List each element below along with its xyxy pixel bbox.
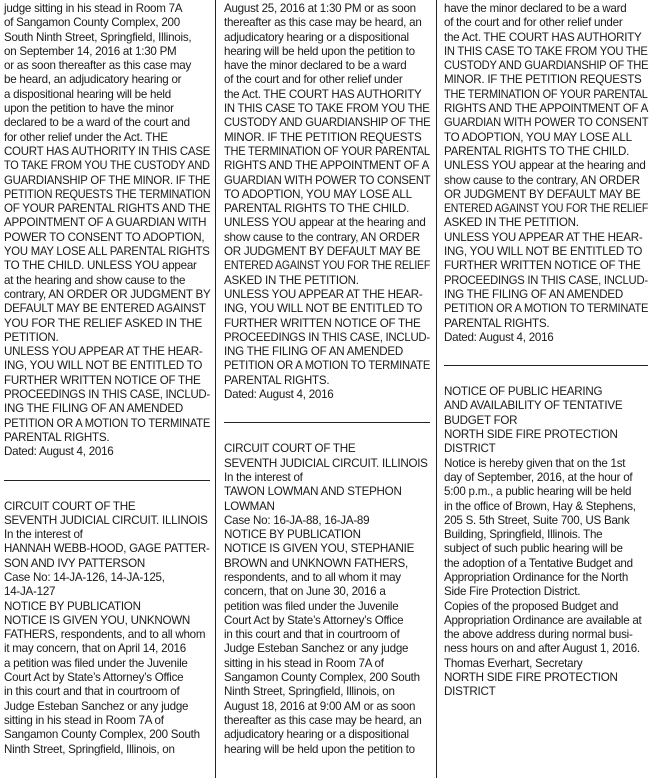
text-line: Judge Esteban Sanchez or any judge [224,642,409,656]
text-line: for other relief under the Act. THE [4,130,168,144]
text-line: 205 S. 5th Street, Suite 700, US Bank [444,513,630,527]
text-line: IN THIS CASE TO TAKE FROM YOU THE [444,44,648,58]
text-line: Judge Esteban Sanchez or any judge [4,699,189,713]
text-line: PROCEEDINGS IN THIS CASE, INCLUD- [444,273,648,287]
text-line: hearing will be held upon the petition to [224,44,415,58]
column-divider-2 [436,0,437,778]
text-line: the above address during normal busi- [444,628,633,642]
text-line: TO TAKE FROM YOU THE CUSTODY AND [4,159,210,173]
text-line: judge sitting in his stead in Room 7A [4,2,183,15]
text-line: respondents, and to all whom it may [224,570,401,584]
text-line: THE TERMINATION OF YOUR PARENTAL [444,87,648,101]
text-line: upon the petition to have the minor [4,102,174,116]
text-line: GUARDIANSHIP OF THE MINOR. IF THE [4,173,211,187]
text-line: APPOINTMENT OF A GUARDIAN WITH [4,216,207,230]
text-line: In the interest of [4,528,83,542]
text-line: THE TERMINATION OF YOUR PARENTAL [224,144,430,158]
text-line: GUARDIAN WITH POWER TO CONSENT [444,116,649,130]
text-line: ASKED IN THE PETITION. [224,273,359,287]
text-line: be heard, an adjudicatory hearing or [4,73,182,87]
column-2 [224,2,430,757]
text-line: ENTERED AGAINST YOU FOR THE RELIEF [444,202,649,216]
text-line: show cause to the contrary, AN ORDER [224,230,420,244]
text-line: hearing will be held upon the petition to [224,742,415,756]
text-line: contrary, AN ORDER OR JUDGMENT BY [4,287,211,301]
text-line: BUDGET FOR [444,413,518,427]
text-line: CUSTODY AND GUARDIANSHIP OF THE [444,59,649,73]
text-line: South Ninth Street, Springfield, Illinois, [4,30,192,44]
text-line: DISTRICT [444,442,496,456]
text-line: PARENTAL RIGHTS TO THE CHILD. [444,144,630,158]
text-line: IN THIS CASE TO TAKE FROM YOU THE [224,102,430,116]
notice-continued-col2 [224,2,430,402]
notice-separator [444,365,648,366]
text-line: LOWMAN [224,499,275,513]
text-line: sitting in his stead in Room 7A of [224,656,384,670]
text-line: TO ADOPTION, YOU MAY LOSE ALL [224,187,412,201]
text-line: in the office of Brown, Hay & Stephens, [444,499,636,513]
text-line: ING THE FILING OF AN AMENDED [4,402,183,416]
text-line: Thomas Everhart, Secretary [444,656,583,670]
text-line: NORTH SIDE FIRE PROTECTION [444,671,618,685]
text-line: adjudicatory hearing or a dispositional [224,30,409,44]
text-line: ING, YOU WILL NOT BE ENTITLED TO [224,302,423,316]
text-line: of Sangamon County Complex, 200 [4,16,180,30]
text-line: DISTRICT [444,685,496,699]
text-line: August 25, 2016 at 1:30 PM or as soon [224,2,416,15]
text-line: YOU FOR THE RELIEF ASKED IN THE [4,316,202,330]
text-line: Case No: 16-JA-88, 16-JA-89 [224,513,370,527]
text-line: thereafter as this case may be heard, an [224,713,422,727]
text-line: ASKED IN THE PETITION. [444,216,579,230]
text-line: August 18, 2016 at 9:00 AM or as soon [224,699,416,713]
text-line: a dispositional hearing will be held [4,87,171,101]
text-line: the Act. THE COURT HAS AUTHORITY [224,87,422,101]
text-line: CIRCUIT COURT OF THE [4,499,136,513]
text-line: subject of such public hearing will be [444,542,623,556]
text-line: concern, that on June 30, 2016 a [224,585,386,599]
text-line: RIGHTS AND THE APPOINTMENT OF A [444,102,649,116]
text-line: FURTHER WRITTEN NOTICE OF THE [224,316,421,330]
text-line: OF YOUR PARENTAL RIGHTS AND THE [4,202,211,216]
text-line: TO THE CHILD. UNLESS YOU appear [4,259,197,273]
text-line: NORTH SIDE FIRE PROTECTION [444,428,618,442]
text-line: Dated: August 4, 2016 [224,388,334,402]
text-line: NOTICE IS GIVEN YOU, STEPHANIE [224,542,415,556]
text-line: PETITION OR A MOTION TO TERMINATE [4,416,211,430]
text-line: PETITION. [4,330,59,344]
text-line: Side Fire Protection District. [444,585,581,599]
text-line: NOTICE OF PUBLIC HEARING [444,385,603,399]
text-line: show cause to the contrary, AN ORDER [444,173,640,187]
text-line: 5:00 p.m., a public hearing will be held [444,485,632,499]
text-line: day of September, 2016, at the hour of [444,470,633,484]
text-line: declared to be a ward of the court and [4,116,190,130]
text-line: UNLESS YOU appear at the hearing and [444,159,646,173]
text-line: PETITION REQUESTS THE TERMINATION [4,187,211,201]
text-line: NOTICE BY PUBLICATION [224,528,361,542]
text-line: ENTERED AGAINST YOU FOR THE RELIEF [224,259,431,273]
text-line: CUSTODY AND GUARDIANSHIP OF THE [224,116,431,130]
notice-continued-col1 [4,2,210,460]
text-line: UNLESS YOU APPEAR AT THE HEAR- [4,345,203,359]
notice-public-hearing-budget [444,385,648,700]
text-line: of the court and for other relief under [444,16,623,30]
notice-separator [224,422,430,423]
text-line: FURTHER WRITTEN NOTICE OF THE [444,259,641,273]
text-line: in this court and that in courtroom of [224,628,400,642]
text-line: OR JUDGMENT BY DEFAULT MAY BE [224,245,421,259]
text-line: Copies of the proposed Budget and [444,599,619,613]
text-line: Sangamon County Complex, 200 South [4,728,200,742]
notice-lowman [224,442,430,757]
text-line: adjudicatory hearing or a dispositional [224,728,409,742]
text-line: MINOR. IF THE PETITION REQUESTS [444,73,642,87]
text-line: SON AND IVY PATTERSON [4,556,145,570]
text-line: PROCEEDINGS IN THIS CASE, INCLUD- [224,330,430,344]
text-line: on September 14, 2016 at 1:30 PM [4,44,177,58]
text-line: Dated: August 4, 2016 [4,445,114,459]
text-line: TAWON LOWMAN AND STEPHON [224,485,402,499]
text-line: UNLESS YOU APPEAR AT THE HEAR- [444,230,643,244]
text-line: FATHERS, respondents, and to all whom [4,628,206,642]
text-line: Appropriation Ordinance are available at [444,613,642,627]
text-line: PARENTAL RIGHTS. [224,373,330,387]
text-line: Appropriation Ordinance for the North [444,570,629,584]
text-line: petition was filed under the Juvenile [224,599,399,613]
text-line: PETITION OR A MOTION TO TERMINATE [224,359,431,373]
text-line: PROCEEDINGS IN THIS CASE, INCLUD- [4,388,210,402]
text-line: Case No: 14-JA-126, 14-JA-125, [4,570,165,584]
text-line: FURTHER WRITTEN NOTICE OF THE [4,373,201,387]
text-line: Ninth Street, Springfield, Illinois, on [4,742,175,756]
text-line: UNLESS YOU appear at the hearing and [224,216,426,230]
text-line: sitting in his stead in Room 7A of [4,713,164,727]
notice-separator [4,480,210,481]
text-line: ness hours on and after August 1, 2016. [444,642,640,656]
text-line: Court Act by State’s Attorney’s Office [224,613,404,627]
text-line: have the minor declared to be a ward [224,59,407,73]
text-line: the Act. THE COURT HAS AUTHORITY [444,30,642,44]
text-line: POWER TO CONSENT TO ADOPTION, [4,230,205,244]
text-line: or as soon thereafter as this case may [4,59,192,73]
text-line: a petition was filed under the Juvenile [4,656,188,670]
text-line: OR JUDGMENT BY DEFAULT MAY BE [444,187,641,201]
text-line: in this court and that in courtroom of [4,685,180,699]
text-line: MINOR. IF THE PETITION REQUESTS [224,130,422,144]
text-line: PARENTAL RIGHTS. [4,430,110,444]
text-line: TO ADOPTION, YOU MAY LOSE ALL [444,130,632,144]
text-line: PETITION OR A MOTION TO TERMINATE [444,302,649,316]
text-line: at the hearing and show cause to the [4,273,186,287]
column-3 [444,2,648,700]
text-line: COURT HAS AUTHORITY IN THIS CASE [4,144,211,158]
notice-continued-col3 [444,2,648,345]
text-line: SEVENTH JUDICIAL CIRCUIT. ILLINOIS [224,456,428,470]
text-line: have the minor declared to be a ward [444,2,627,15]
text-line: PARENTAL RIGHTS. [444,316,550,330]
text-line: ING THE FILING OF AN AMENDED [444,287,623,301]
text-line: 14-JA-127 [4,585,56,599]
text-line: thereafter as this case may be heard, an [224,16,422,30]
text-line: Ninth Street, Springfield, Illinois, on [224,685,395,699]
text-line: CIRCUIT COURT OF THE [224,442,356,456]
text-line: YOU MAY LOSE ALL PARENTAL RIGHTS [4,245,210,259]
text-line: of the court and for other relief under [224,73,403,87]
column-1 [4,2,210,757]
text-line: BROWN and UNKNOWN FATHERS, [224,556,408,570]
text-line: NOTICE BY PUBLICATION [4,599,141,613]
text-line: PARENTAL RIGHTS TO THE CHILD. [224,202,410,216]
text-line: DEFAULT MAY BE ENTERED AGAINST [4,302,206,316]
text-line: ING THE FILING OF AN AMENDED [224,345,403,359]
text-line: Dated: August 4, 2016 [444,330,554,344]
text-line: Sangamon County Complex, 200 South [224,671,420,685]
text-line: the adoption of a Tentative Budget and [444,556,633,570]
text-line: UNLESS YOU APPEAR AT THE HEAR- [224,287,423,301]
notice-webb-hood-patterson [4,500,210,757]
text-line: ING, YOU WILL NOT BE ENTITLED TO [444,245,643,259]
text-line: ING, YOU WILL NOT BE ENTITLED TO [4,359,203,373]
text-line: Court Act by State’s Attorney’s Office [4,671,184,685]
text-line: In the interest of [224,470,303,484]
text-line: Building, Springfield, Illinois. The [444,528,603,542]
text-line: it may concern, that on April 14, 2016 [4,642,186,656]
text-line: HANNAH WEBB-HOOD, GAGE PATTER- [4,542,210,556]
text-line: AND AVAILABILITY OF TENTATIVE [444,399,623,413]
text-line: Notice is hereby given that on the 1st [444,456,626,470]
text-line: SEVENTH JUDICIAL CIRCUIT. ILLINOIS [4,513,208,527]
column-divider-1 [215,0,216,778]
text-line: RIGHTS AND THE APPOINTMENT OF A [224,159,430,173]
text-line: NOTICE IS GIVEN YOU, UNKNOWN [4,613,191,627]
text-line: GUARDIAN WITH POWER TO CONSENT [224,173,431,187]
